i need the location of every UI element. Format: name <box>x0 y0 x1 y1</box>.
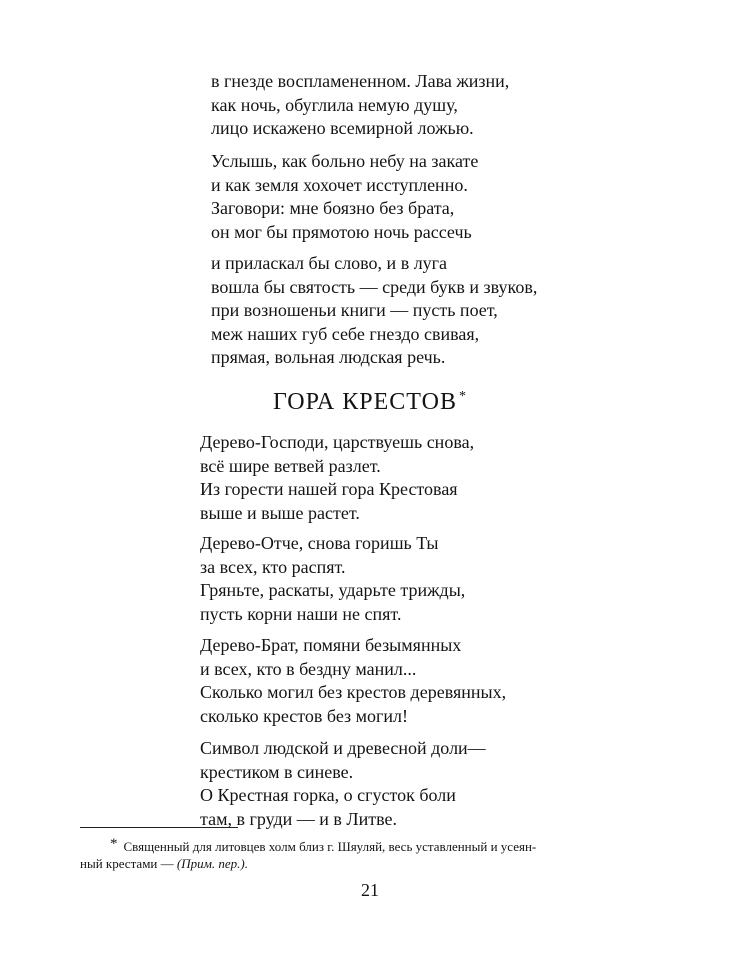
poem-line: и как земля хохочет исступленно. <box>211 174 468 195</box>
poem-line: Гряньте, раскаты, ударьте трижды, <box>200 580 466 600</box>
poem-line: Из горести нашей гора Крестовая <box>200 479 458 499</box>
poem2-stanza-1 <box>200 431 474 525</box>
footnote-line-2 <box>80 855 666 872</box>
poem-line: Услышь, как больно небу на закате <box>211 151 479 171</box>
poem-line: Дерево-Господи, царствуешь снова, <box>200 432 475 452</box>
poem-line: и всех, кто в бездну манил... <box>200 658 417 679</box>
footnote-line-1: Священный для литовцев холм близ г. Шяуляй, весь уставленный и усеян- <box>123 839 537 854</box>
poem-line: Сколько могил без крестов деревянных, <box>200 682 507 702</box>
poem-line: сколько крестов без могил! <box>200 705 409 726</box>
poem2-stanza-3 <box>200 634 506 728</box>
poem-line: лицо искажено всемирной ложью. <box>211 118 474 138</box>
poem-line: пусть корни наши не спят. <box>200 603 402 624</box>
poem-line: как ночь, обуглила немую душу, <box>211 94 458 115</box>
poem-line: меж наших губ себе гнездо свивая, <box>211 323 480 344</box>
poem-line: крестиком в синеве. <box>200 761 354 782</box>
poem-line: за всех, кто распят. <box>200 556 346 577</box>
poem-title-text: ГОРА КРЕСТОВ <box>273 389 457 415</box>
poem1-stanza-2 <box>211 150 478 244</box>
poem-line: выше и выше растет. <box>200 502 360 523</box>
footnote-divider <box>80 827 238 828</box>
poem2-stanza-2 <box>200 532 465 626</box>
poem-line: Дерево-Брат, помяни безымянных <box>200 635 462 655</box>
poem1-stanza-3 <box>211 252 537 370</box>
poem-line: Символ людской и древесной доли— <box>200 738 486 758</box>
poem-title <box>0 382 740 417</box>
poem-line: прямая, вольная людская речь. <box>211 347 446 367</box>
footnote-marker: * <box>458 389 467 404</box>
poem-line: вошла бы святость — среди букв и звуков, <box>211 276 538 297</box>
footnote-line-2-text: ный крестами — <box>80 856 177 871</box>
translator-note: (Прим. пер.). <box>176 856 248 871</box>
poem-line: О Крестная горка, о сгусток боли <box>200 785 456 805</box>
poem-line: всё шире ветвей разлет. <box>200 455 381 476</box>
poem2-stanza-4 <box>200 737 486 831</box>
poem-line: и приласкал бы слово, и в луга <box>211 253 448 273</box>
poem-line: при возношеньи книги — пусть поет, <box>211 300 498 320</box>
poem-line: он мог бы прямотою ночь рассечь <box>211 221 472 242</box>
poem-line: в гнезде воспламененном. Лава жизни, <box>211 71 510 91</box>
poem-line: там, в груди — и в Литве. <box>200 808 397 829</box>
footnote <box>80 836 666 872</box>
poem-line: Дерево-Отче, снова горишь Ты <box>200 533 439 553</box>
page-number: 21 <box>361 880 379 900</box>
poem-line: Заговори: мне боязно без брата, <box>211 198 455 218</box>
poem1-stanza-1 <box>211 70 509 141</box>
footnote-mark: * <box>110 836 118 852</box>
